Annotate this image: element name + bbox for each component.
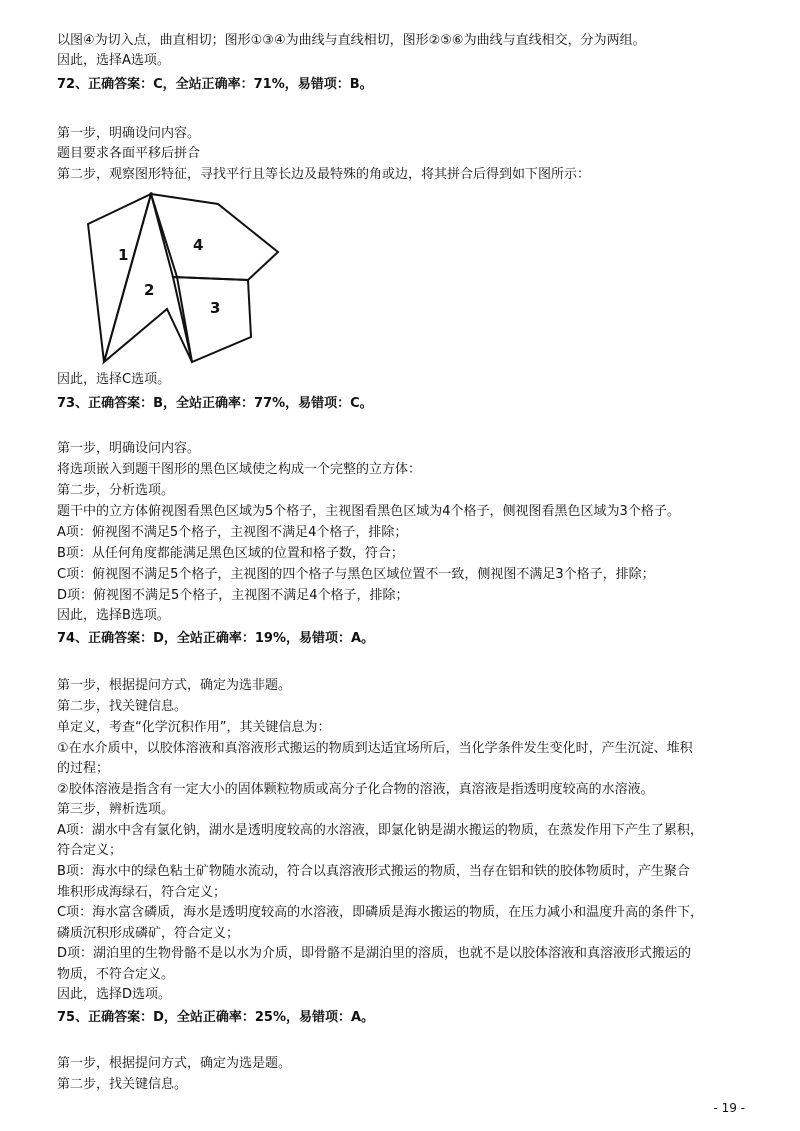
figure-label-2: 2 (144, 281, 155, 299)
answer-heading-72: 72、正确答案：C，全站正确率：71%，易错项：B。 (57, 77, 373, 92)
text-line: A项：俯视图不满足5个格子，主视图不满足4个格子，排除； (57, 525, 408, 540)
text-line: 的过程； (57, 761, 110, 776)
text-line: 第三步，辨析选项。 (57, 802, 175, 817)
text-line: 磷质沉积形成磷矿，符合定义； (57, 926, 240, 941)
text-line: 因此，选择C选项。 (57, 372, 171, 387)
figure-label-1: 1 (118, 246, 129, 264)
text-line: 题干中的立方体俯视图看黑色区域为5个格子，主视图看黑色区域为4个格子，侧视图看黑色区域为3个格子。 (57, 504, 680, 519)
shape-1 (88, 194, 151, 362)
text-line: 物质，不符合定义。 (57, 967, 175, 982)
text-line: 因此，选择B选项。 (57, 608, 170, 623)
text-line: ①在水介质中，以胶体溶液和真溶液形式搬运的物质到达适宜场所后，当化学条件发生变化时，产生沉淀、堆积 (57, 741, 693, 756)
text-line: 第二步，观察图形特征，寻找平行且等长边及最特殊的角或边，将其拼合后得到如下图所示： (57, 167, 591, 182)
text-line: 第二步，找关键信息。 (57, 699, 188, 714)
text-line: C项：海水富含磷质，海水是透明度较高的水溶液，即磷质是海水搬运的物质，在压力减小和温度升高的条件下， (57, 905, 704, 920)
figure-label-4: 4 (193, 236, 204, 254)
shape-4 (151, 194, 278, 280)
text-line: B项：海水中的绿色粘土矿物随水流动，符合以真溶液形式搬运的物质，当存在铝和铁的胶体物质时，产生聚合 (57, 864, 690, 879)
text-line: 题目要求各面平移后拼合 (57, 146, 201, 161)
answer-heading-74: 74、正确答案：D，全站正确率：19%，易错项：A。 (57, 631, 375, 646)
text-line: 符合定义； (57, 843, 123, 858)
figure-label-3: 3 (210, 299, 221, 317)
text-line: C项：俯视图不满足5个格子，主视图的四个格子与黑色区域位置不一致，侧视图不满足3个格子，排除； (57, 567, 655, 582)
text-line: ②胶体溶液是指含有一定大小的固体颗粒物质或高分子化合物的溶液，真溶液是指透明度较高的水溶液。 (57, 782, 654, 797)
answer-heading-75: 75、正确答案：D，全站正确率：25%，易错项：A。 (57, 1010, 375, 1025)
text-line: 以图④为切入点，曲直相切；图形①③④为曲线与直线相切，图形②⑤⑥为曲线与直线相交，分为两组。 (57, 33, 646, 48)
text-line: 第一步，明确设问内容。 (57, 126, 201, 141)
text-line: 因此，选择D选项。 (57, 987, 172, 1002)
text-line: 第一步，明确设问内容。 (57, 441, 201, 456)
assembled-shape-figure (56, 192, 288, 370)
text-line: 将选项嵌入到题干图形的黑色区域使之构成一个完整的立方体： (57, 462, 422, 477)
text-line: 堆积形成海绿石，符合定义； (57, 885, 227, 900)
text-line: 第二步，分析选项。 (57, 483, 175, 498)
answer-heading-73: 73、正确答案：B，全站正确率：77%，易错项：C。 (57, 396, 373, 411)
assembled-shape-svg (56, 192, 288, 370)
text-line: D项：湖泊里的生物骨骼不是以水为介质，即骨骼不是湖泊里的溶质，也就不是以胶体溶液和真溶液形式搬运的 (57, 946, 692, 961)
text-line: A项：湖水中含有氯化钠，湖水是透明度较高的水溶液，即氯化钠是湖水搬运的物质，在蒸发作用下产生了累积， (57, 823, 703, 838)
text-line: 第一步，根据提问方式，确定为选非题。 (57, 678, 292, 693)
text-line: 单定义，考查“化学沉积作用”，其关键信息为： (57, 720, 331, 735)
text-line: B项：从任何角度都能满足黑色区域的位置和格子数，符合； (57, 546, 404, 561)
text-line: D项：俯视图不满足5个格子，主视图不满足4个格子，排除； (57, 588, 409, 603)
text-line: 第一步，根据提问方式，确定为选是题。 (57, 1056, 292, 1071)
text-line: 因此，选择A选项。 (57, 53, 170, 68)
page-number: - 19 - (713, 1101, 745, 1115)
text-line: 第二步，找关键信息。 (57, 1077, 188, 1092)
